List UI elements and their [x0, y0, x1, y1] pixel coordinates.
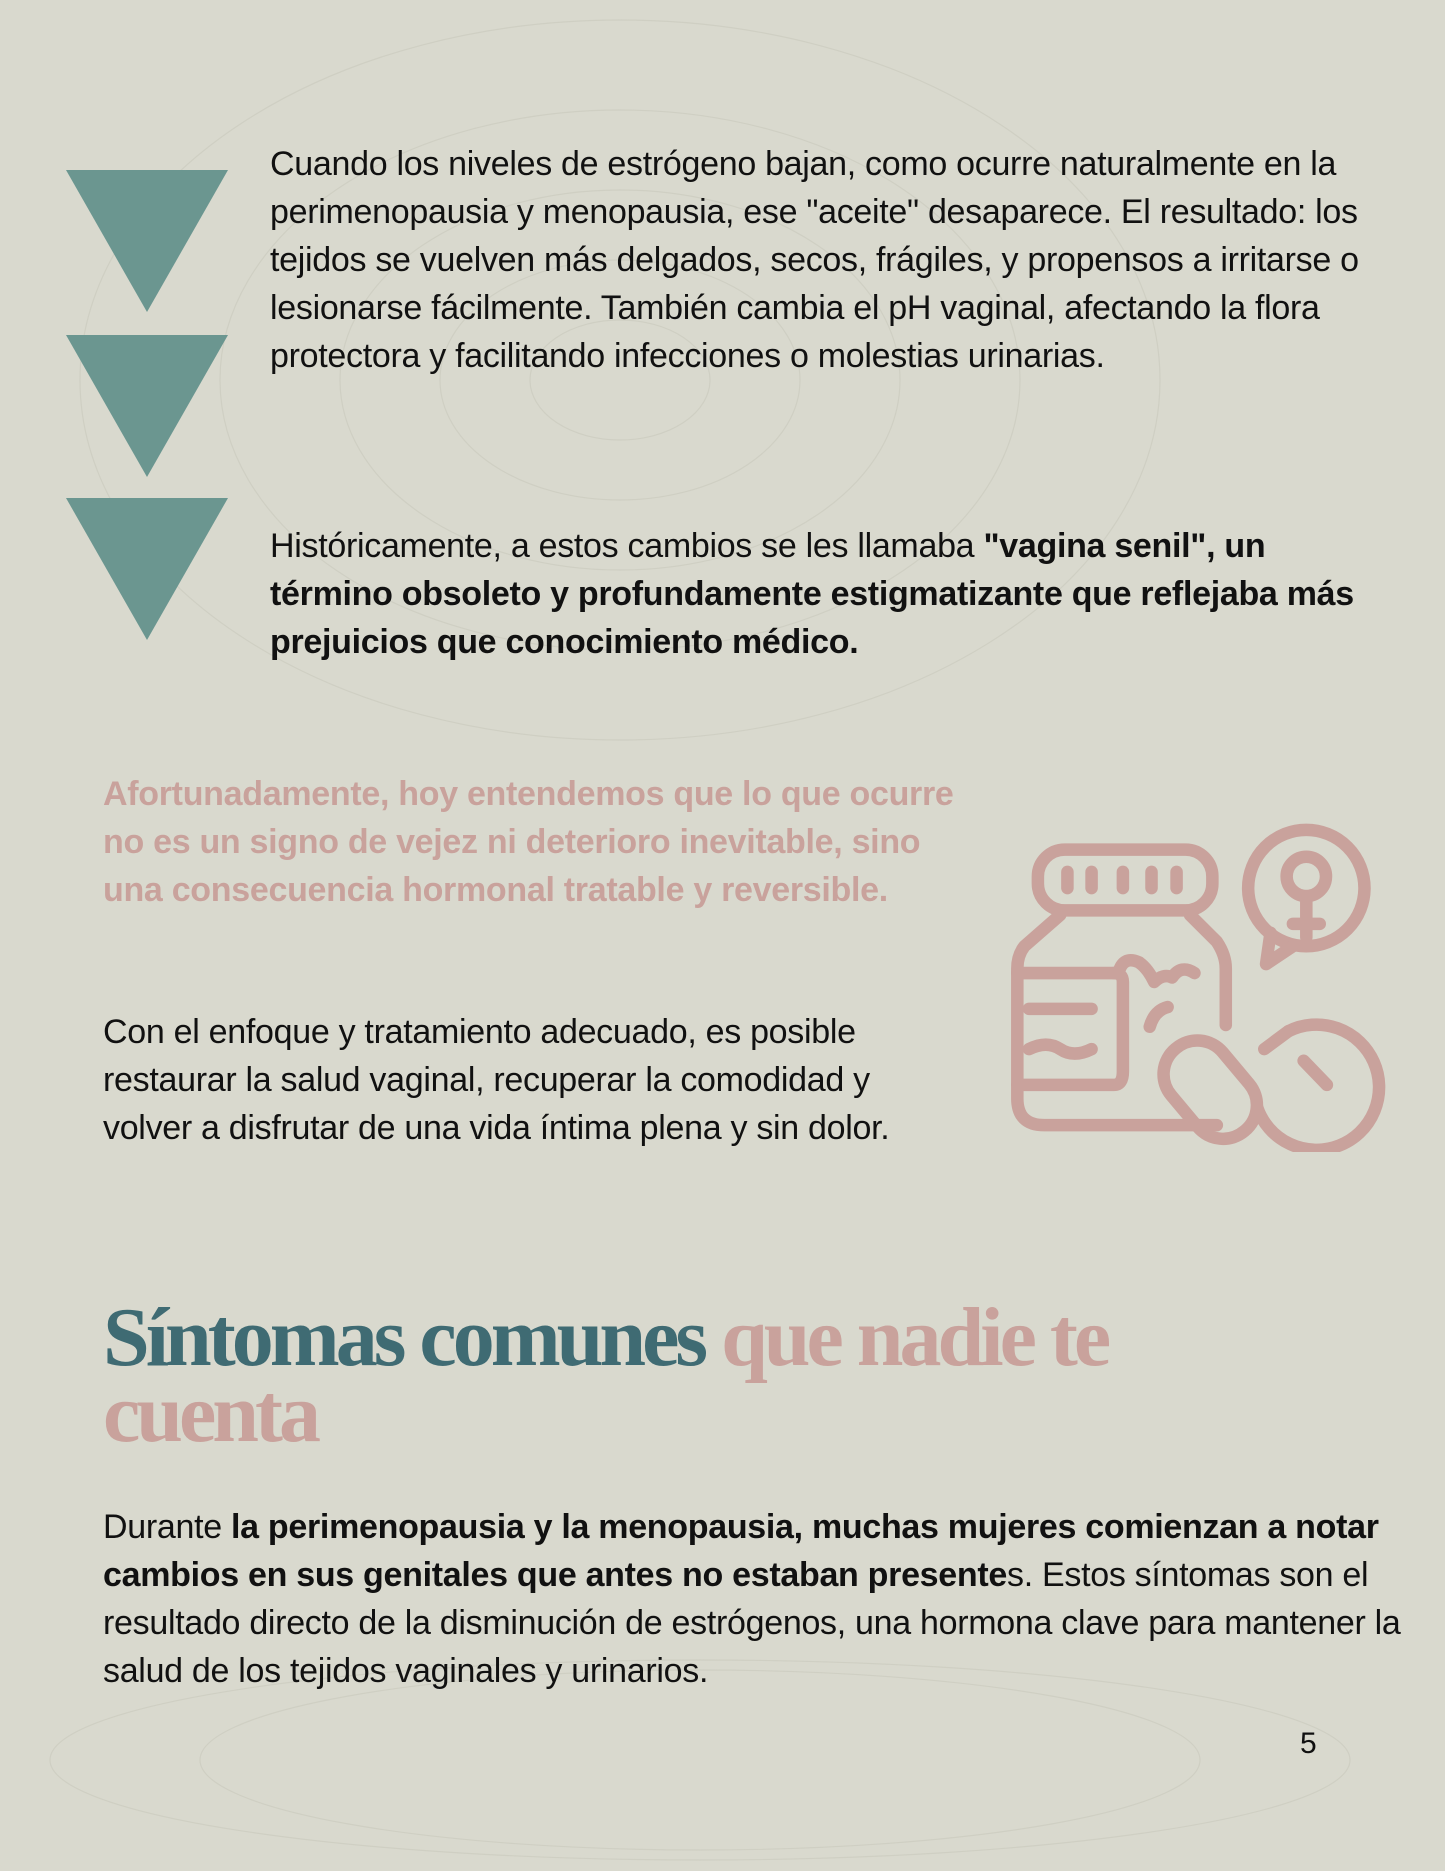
section-heading: [103, 1291, 1303, 1460]
intro-text-2: s. Estos síntomas son el resultado directo de la disminución de estrógenos, una hormona clave para mantener la salud de los tejidos vaginales y urinarios.: [103, 1556, 1401, 1690]
triangle-decoration: [66, 335, 228, 477]
triangle-decoration: [66, 170, 228, 312]
page-number: 5: [1300, 1727, 1317, 1760]
medicine-jar-icon: [985, 812, 1395, 1152]
heading-part-1: Síntomas comunes: [103, 1291, 705, 1384]
heading-part-2: que nadie te cuenta: [103, 1291, 1108, 1460]
triangle-decoration: [66, 498, 228, 640]
intro-text-1: Durante: [103, 1508, 232, 1546]
intro-bold-text: la perimenopausia y la menopausia, muchas mujeres comienzan a notar cambios en sus genitales que antes no estaban presente: [103, 1508, 1379, 1594]
symptoms-intro-paragraph: [103, 1503, 1403, 1695]
history-bold-text: "vagina senil", un término obsoleto y profundamente estigmatizante que reflejaba más prejuicios que conocimiento médico.: [270, 527, 1354, 661]
highlight-paragraph: Afortunadamente, hoy entendemos que lo que ocurre no es un signo de vejez ni deterioro inevitable, sino una consecuencia hormonal tratable y reversible.: [103, 775, 954, 909]
history-text: Históricamente, a estos cambios se les llamaba: [270, 527, 984, 565]
treatment-paragraph: Con el enfoque y tratamiento adecuado, es posible restaurar la salud vaginal, recuperar la comodidad y volver a disfrutar de una vida íntima plena y sin dolor.: [103, 1013, 890, 1147]
estrogen-paragraph: Cuando los niveles de estrógeno bajan, como ocurre naturalmente en la perimenopausia y menopausia, ese "aceite" desaparece. El resultado: los tejidos se vuelven más delgados, secos, frágiles, y propensos a irritarse o lesionarse fácilmente. También cambia el pH vaginal, afectando la flora protectora y facilitando infecciones o molestias urinarias.: [270, 145, 1359, 375]
history-paragraph: [270, 522, 1360, 666]
